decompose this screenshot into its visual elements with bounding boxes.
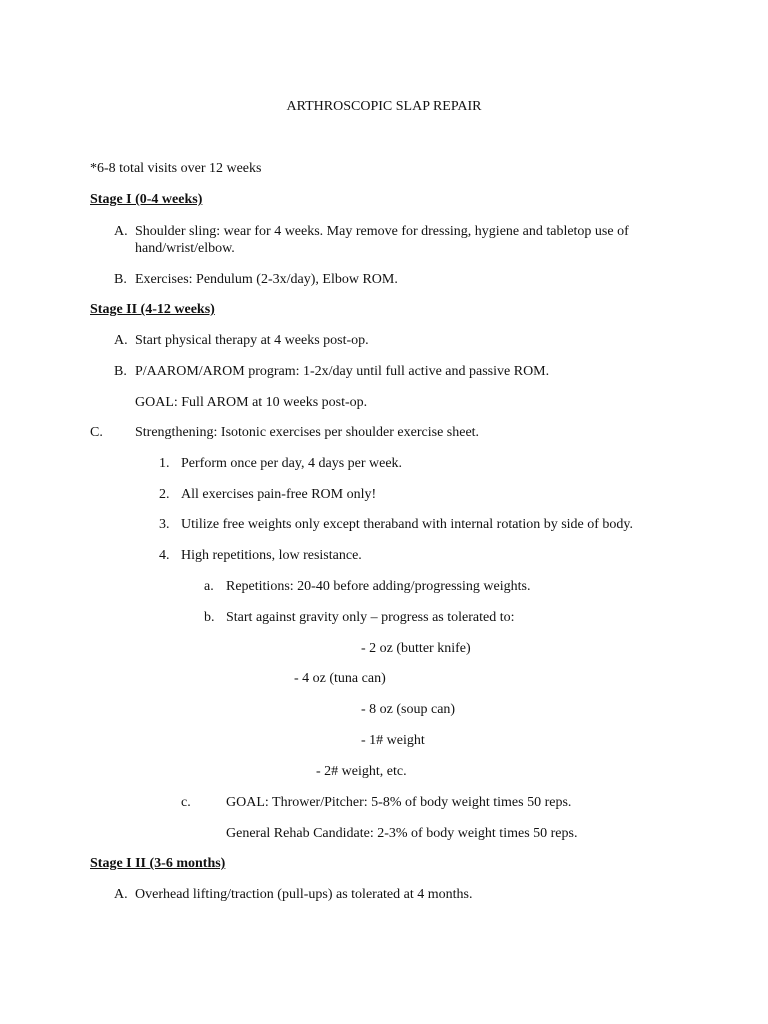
list-item-text: Repetitions: 20-40 before adding/progressing weights. bbox=[226, 579, 531, 594]
list-item-text: P/AAROM/AROM program: 1-2x/day until full active and passive ROM. bbox=[135, 364, 550, 379]
list-item-text: Exercises: Pendulum (2-3x/day), Elbow ROM. bbox=[135, 272, 398, 287]
list-marker: 4. bbox=[159, 548, 170, 563]
list-marker: B. bbox=[114, 364, 127, 379]
progression-step: - 4 oz (tuna can) bbox=[294, 671, 386, 686]
list-marker: 2. bbox=[159, 487, 170, 502]
goal-thrower: GOAL: Thrower/Pitcher: 5-8% of body weight times 50 reps. bbox=[226, 795, 572, 810]
goal-general-rehab: General Rehab Candidate: 2-3% of body weight times 50 reps. bbox=[226, 826, 578, 841]
list-marker: 3. bbox=[159, 517, 170, 532]
list-marker: b. bbox=[204, 610, 215, 625]
progression-step: - 1# weight bbox=[361, 733, 425, 748]
stage-1-heading: Stage I (0-4 weeks) bbox=[90, 192, 203, 207]
list-item-text: High repetitions, low resistance. bbox=[181, 548, 362, 563]
stage-3-heading: Stage I II (3-6 months) bbox=[90, 856, 226, 871]
list-marker: A. bbox=[114, 333, 128, 348]
list-marker: A. bbox=[114, 224, 128, 239]
list-item-text: All exercises pain-free ROM only! bbox=[181, 487, 377, 502]
progression-step: - 2 oz (butter knife) bbox=[361, 641, 471, 656]
list-marker: C. bbox=[90, 425, 103, 440]
list-item-text: Start against gravity only – progress as tolerated to: bbox=[226, 610, 515, 625]
document-title: ARTHROSCOPIC SLAP REPAIR bbox=[286, 99, 482, 114]
stage-2-heading: Stage II (4-12 weeks) bbox=[90, 302, 215, 317]
visits-note: *6-8 total visits over 12 weeks bbox=[90, 161, 262, 176]
list-marker: A. bbox=[114, 887, 128, 902]
progression-step: - 8 oz (soup can) bbox=[361, 702, 456, 717]
list-marker: a. bbox=[204, 579, 214, 594]
list-item-text: Shoulder sling: wear for 4 weeks. May remove for dressing, hygiene and tabletop use of hand/wrist/elbow. bbox=[135, 224, 629, 256]
stage-2-goal: GOAL: Full AROM at 10 weeks post-op. bbox=[135, 395, 368, 410]
list-marker: B. bbox=[114, 272, 127, 287]
list-marker: c. bbox=[181, 795, 191, 810]
list-item-text: Start physical therapy at 4 weeks post-op. bbox=[135, 333, 369, 348]
progression-step: - 2# weight, etc. bbox=[316, 764, 407, 779]
list-marker: 1. bbox=[159, 456, 170, 471]
list-item-text: Overhead lifting/traction (pull-ups) as tolerated at 4 months. bbox=[135, 887, 473, 902]
list-item-text: Strengthening: Isotonic exercises per shoulder exercise sheet. bbox=[135, 425, 480, 440]
list-item-text: Perform once per day, 4 days per week. bbox=[181, 456, 403, 471]
list-item-text: Utilize free weights only except theraband with internal rotation by side of body. bbox=[181, 517, 634, 532]
